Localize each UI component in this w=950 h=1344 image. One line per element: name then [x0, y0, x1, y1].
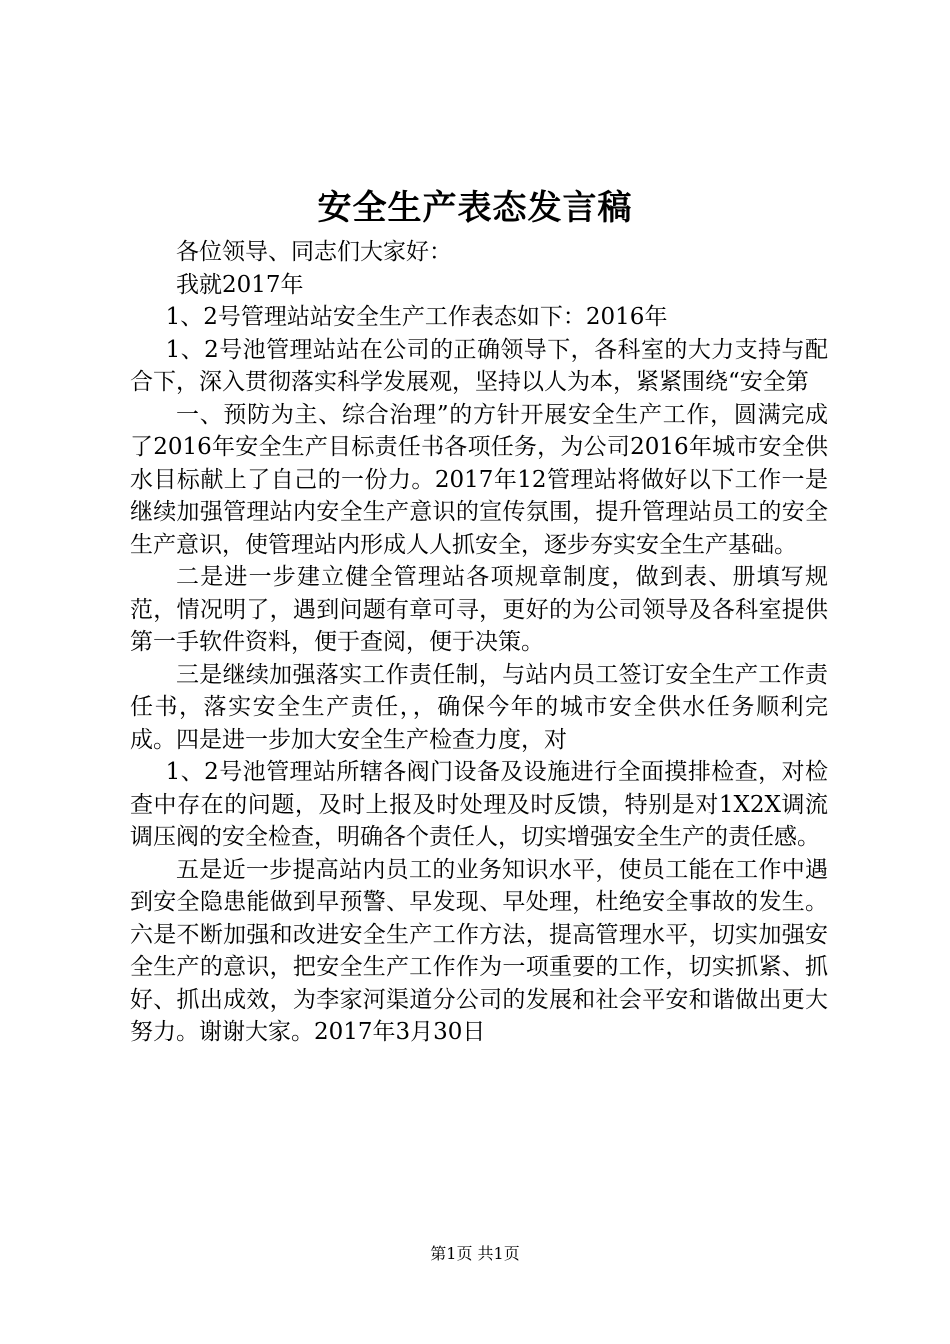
page-number-footer: 第1页 共1页 [430, 1244, 520, 1263]
paragraph-item-5-6: 五是近一步提高站内员工的业务知识水平，使员工能在工作中遇到安全隐患能做到早预警、早发现、早处理，杜绝安全事故的发生。六是不断加强和改进安全生产工作方法，提高管理水平，切实加强安全生产的意识，把安全生产工作作为一项重要的工作，切实抓紧、抓好、抓出成效，为李家河渠道分公司的发展和社会平安和谐做出更大努力。谢谢大家。2017年3月30日 [130, 856, 828, 1045]
paragraph-statement: 1、2号管理站站安全生产工作表态如下：2016年 [165, 304, 668, 330]
paragraph-item-2: 二是进一步建立健全管理站各项规章制度，做到表、册填写规范，情况明了，遇到问题有章可寻，更好的为公司领导及各科室提供第一手软件资料，便于查阅，便于决策。 [130, 564, 828, 655]
paragraph-background: 1、2号池管理站站在公司的正确领导下，各科室的大力支持与配合下，深入贯彻落实科学发展观，坚持以人为本，紧紧围绕“安全第 [130, 336, 828, 395]
paragraph-inspection: 1、2号池管理站所辖各阀门设备及设施进行全面摸排检查，对检查中存在的问题，及时上报及时处理及时反馈，特别是对1X2X调流调压阀的安全检查，明确各个责任人，切实增强安全生产的责任感。 [130, 759, 828, 850]
paragraph-greeting: 各位领导、同志们大家好： [176, 239, 452, 265]
document-title: 安全生产表态发言稿 [317, 188, 633, 228]
paragraph-intro: 我就2017年 [176, 271, 304, 298]
document-body [130, 236, 828, 1049]
paragraph-item-3-4: 三是继续加强落实工作责任制，与站内员工签订安全生产工作责任书，落实安全生产责任，，确保今年的城市安全供水任务顺利完成。四是进一步加大安全生产检查力度，对 [130, 661, 828, 753]
paragraph-item-1: 一、预防为主、综合治理”的方针开展安全生产工作，圆满完成了2016年安全生产目标责任书各项任务，为公司2016年城市安全供水目标献上了自己的一份力。2017年12管理站将做好以下工作一是继续加强管理站内安全生产意识的宣传氛围，提升管理站员工的安全生产意识，使管理站内形成人人抓安全，逐步夯实安全生产基础。 [130, 401, 828, 558]
